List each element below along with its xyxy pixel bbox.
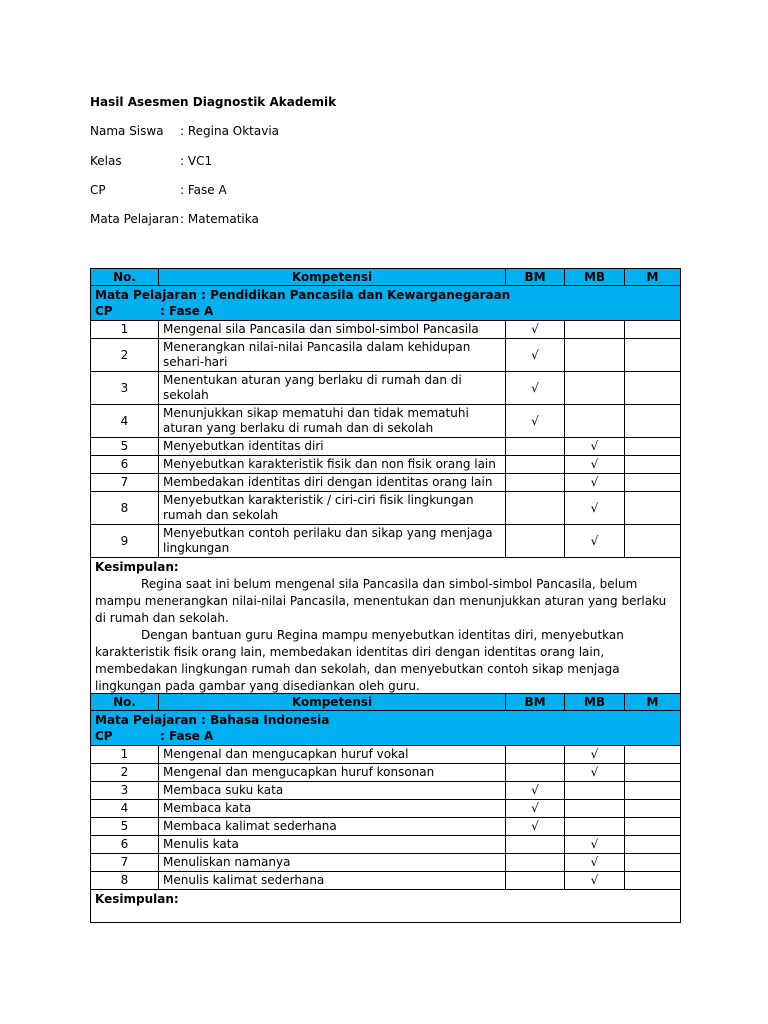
table-row	[91, 339, 681, 372]
row-number: 6	[91, 836, 159, 854]
mark-m	[625, 872, 681, 890]
field-value: : Regina Oktavia	[180, 124, 280, 138]
mark-m	[625, 321, 681, 339]
competency-rows	[91, 746, 681, 890]
mark-m	[625, 474, 681, 492]
subject-name: Mata Pelajaran : Pendidikan Pancasila dan Kewarganegaraan	[95, 288, 511, 302]
mark-mb: √	[565, 764, 625, 782]
col-kompetensi: Kompetensi	[159, 269, 506, 286]
mark-bm	[506, 764, 565, 782]
field-label: Nama Siswa	[90, 124, 164, 138]
field-mata-pelajaran	[90, 211, 259, 227]
mark-m	[625, 492, 681, 525]
row-number: 8	[91, 872, 159, 890]
field-kelas	[90, 153, 212, 169]
row-number: 5	[91, 438, 159, 456]
mark-mb: √	[565, 456, 625, 474]
table-row	[91, 818, 681, 836]
mark-mb: √	[565, 438, 625, 456]
kesimpulan-paragraph: Regina saat ini belum mengenal sila Pancasila dan simbol-simbol Pancasila, belum mampu menerangkan nilai-nilai Pancasila, menentukan dan menunjukkan aturan yang berlaku di rumah dan sekolah.	[95, 577, 667, 625]
subject-cp	[95, 728, 676, 744]
competency-text: Mengenal dan mengucapkan huruf vokal	[159, 746, 506, 764]
mark-mb	[565, 800, 625, 818]
mark-m	[625, 525, 681, 558]
competency-text: Membedakan identitas diri dengan identitas orang lain	[159, 474, 506, 492]
competency-text: Mengenal dan mengucapkan huruf konsonan	[159, 764, 506, 782]
cp-value: : Fase A	[160, 304, 214, 318]
mark-m	[625, 818, 681, 836]
mark-m	[625, 372, 681, 405]
field-label: Mata Pelajaran	[90, 212, 180, 226]
table-row	[91, 438, 681, 456]
mark-bm: √	[506, 339, 565, 372]
row-number: 5	[91, 818, 159, 836]
mark-m	[625, 782, 681, 800]
competency-rows	[91, 321, 681, 558]
table-header-row	[91, 269, 681, 286]
row-number: 2	[91, 764, 159, 782]
row-number: 1	[91, 746, 159, 764]
table-header-row	[91, 694, 681, 711]
mark-mb: √	[565, 746, 625, 764]
mark-bm	[506, 525, 565, 558]
mark-mb: √	[565, 525, 625, 558]
mark-mb: √	[565, 492, 625, 525]
mark-bm	[506, 456, 565, 474]
field-label: CP	[90, 183, 106, 197]
competency-text: Menyebutkan karakteristik / ciri-ciri fisik lingkungan rumah dan sekolah	[159, 492, 506, 525]
field-value: : Matematika	[180, 212, 259, 226]
competency-text: Menyebutkan contoh perilaku dan sikap yang menjaga lingkungan	[159, 525, 506, 558]
mark-m	[625, 438, 681, 456]
cp-value: : Fase A	[160, 729, 214, 743]
mark-mb	[565, 372, 625, 405]
row-number: 9	[91, 525, 159, 558]
mark-mb	[565, 339, 625, 372]
mark-bm	[506, 474, 565, 492]
table-row	[91, 456, 681, 474]
row-number: 4	[91, 405, 159, 438]
competency-text: Menerangkan nilai-nilai Pancasila dalam kehidupan sehari-hari	[159, 339, 506, 372]
col-bm: BM	[506, 694, 565, 711]
mark-bm: √	[506, 818, 565, 836]
col-m: M	[625, 269, 681, 286]
subject-row	[91, 711, 681, 746]
competency-text: Menyebutkan karakteristik fisik dan non fisik orang lain	[159, 456, 506, 474]
col-mb: MB	[565, 269, 625, 286]
kesimpulan-row	[91, 558, 681, 697]
competency-text: Menulis kalimat sederhana	[159, 872, 506, 890]
mark-bm: √	[506, 321, 565, 339]
mark-bm: √	[506, 782, 565, 800]
kesimpulan-row	[91, 890, 681, 923]
mark-bm: √	[506, 372, 565, 405]
mark-m	[625, 764, 681, 782]
mark-mb	[565, 321, 625, 339]
row-number: 2	[91, 339, 159, 372]
table-row	[91, 525, 681, 558]
table-row	[91, 474, 681, 492]
col-no: No.	[91, 269, 159, 286]
cp-label: CP	[95, 304, 113, 318]
field-cp	[90, 182, 227, 198]
mark-m	[625, 800, 681, 818]
mark-bm	[506, 854, 565, 872]
row-number: 4	[91, 800, 159, 818]
field-value: : Fase A	[180, 183, 227, 197]
row-number: 7	[91, 854, 159, 872]
mark-bm	[506, 872, 565, 890]
table-row	[91, 746, 681, 764]
row-number: 3	[91, 782, 159, 800]
row-number: 6	[91, 456, 159, 474]
col-no: No.	[91, 694, 159, 711]
row-number: 3	[91, 372, 159, 405]
mark-bm: √	[506, 405, 565, 438]
mark-mb: √	[565, 474, 625, 492]
table-row	[91, 800, 681, 818]
table-row	[91, 836, 681, 854]
competency-text: Menunjukkan sikap mematuhi dan tidak mematuhi aturan yang berlaku di rumah dan di sekolah	[159, 405, 506, 438]
competency-text: Menyebutkan identitas diri	[159, 438, 506, 456]
row-number: 7	[91, 474, 159, 492]
col-kompetensi: Kompetensi	[159, 694, 506, 711]
mark-bm	[506, 746, 565, 764]
competency-text: Mengenal sila Pancasila dan simbol-simbol Pancasila	[159, 321, 506, 339]
kesimpulan-paragraph: Dengan bantuan guru Regina mampu menyebutkan identitas diri, menyebutkan karakteristik fisik orang lain, membedakan identitas diri dengan identitas orang lain, membedakan lingkungan rumah dan sekolah, dan menyebutkan contoh sikap menjaga lingkungan pada gambar yang disediankan oleh guru.	[95, 628, 624, 693]
competency-text: Menentukan aturan yang berlaku di rumah dan di sekolah	[159, 372, 506, 405]
subject-row	[91, 286, 681, 321]
row-number: 1	[91, 321, 159, 339]
mark-m	[625, 339, 681, 372]
mark-m	[625, 836, 681, 854]
table-row	[91, 321, 681, 339]
assessment-table-ppkn	[90, 268, 681, 697]
field-value: : VC1	[180, 154, 213, 168]
table-row	[91, 405, 681, 438]
mark-m	[625, 456, 681, 474]
subject-name: Mata Pelajaran : Bahasa Indonesia	[95, 713, 330, 727]
assessment-table-bahasa-indonesia	[90, 693, 681, 923]
table-row	[91, 764, 681, 782]
mark-mb	[565, 405, 625, 438]
competency-text: Membaca kalimat sederhana	[159, 818, 506, 836]
table-row	[91, 854, 681, 872]
mark-mb	[565, 818, 625, 836]
table-row	[91, 872, 681, 890]
mark-mb: √	[565, 872, 625, 890]
mark-mb	[565, 782, 625, 800]
kesimpulan-label: Kesimpulan:	[95, 560, 179, 574]
col-mb: MB	[565, 694, 625, 711]
mark-bm: √	[506, 800, 565, 818]
table-row	[91, 372, 681, 405]
col-m: M	[625, 694, 681, 711]
cp-label: CP	[95, 729, 113, 743]
competency-text: Membaca kata	[159, 800, 506, 818]
mark-m	[625, 854, 681, 872]
subject-cp	[95, 303, 676, 319]
mark-mb: √	[565, 854, 625, 872]
kesimpulan-label: Kesimpulan:	[95, 892, 179, 906]
table-row	[91, 492, 681, 525]
col-bm: BM	[506, 269, 565, 286]
competency-text: Menulis kata	[159, 836, 506, 854]
mark-m	[625, 746, 681, 764]
row-number: 8	[91, 492, 159, 525]
table-row	[91, 782, 681, 800]
field-nama-siswa	[90, 123, 279, 139]
mark-bm	[506, 492, 565, 525]
mark-bm	[506, 836, 565, 854]
mark-mb: √	[565, 836, 625, 854]
mark-bm	[506, 438, 565, 456]
field-label: Kelas	[90, 154, 122, 168]
document-title: Hasil Asesmen Diagnostik Akademik	[90, 95, 337, 109]
mark-m	[625, 405, 681, 438]
competency-text: Membaca suku kata	[159, 782, 506, 800]
competency-text: Menuliskan namanya	[159, 854, 506, 872]
